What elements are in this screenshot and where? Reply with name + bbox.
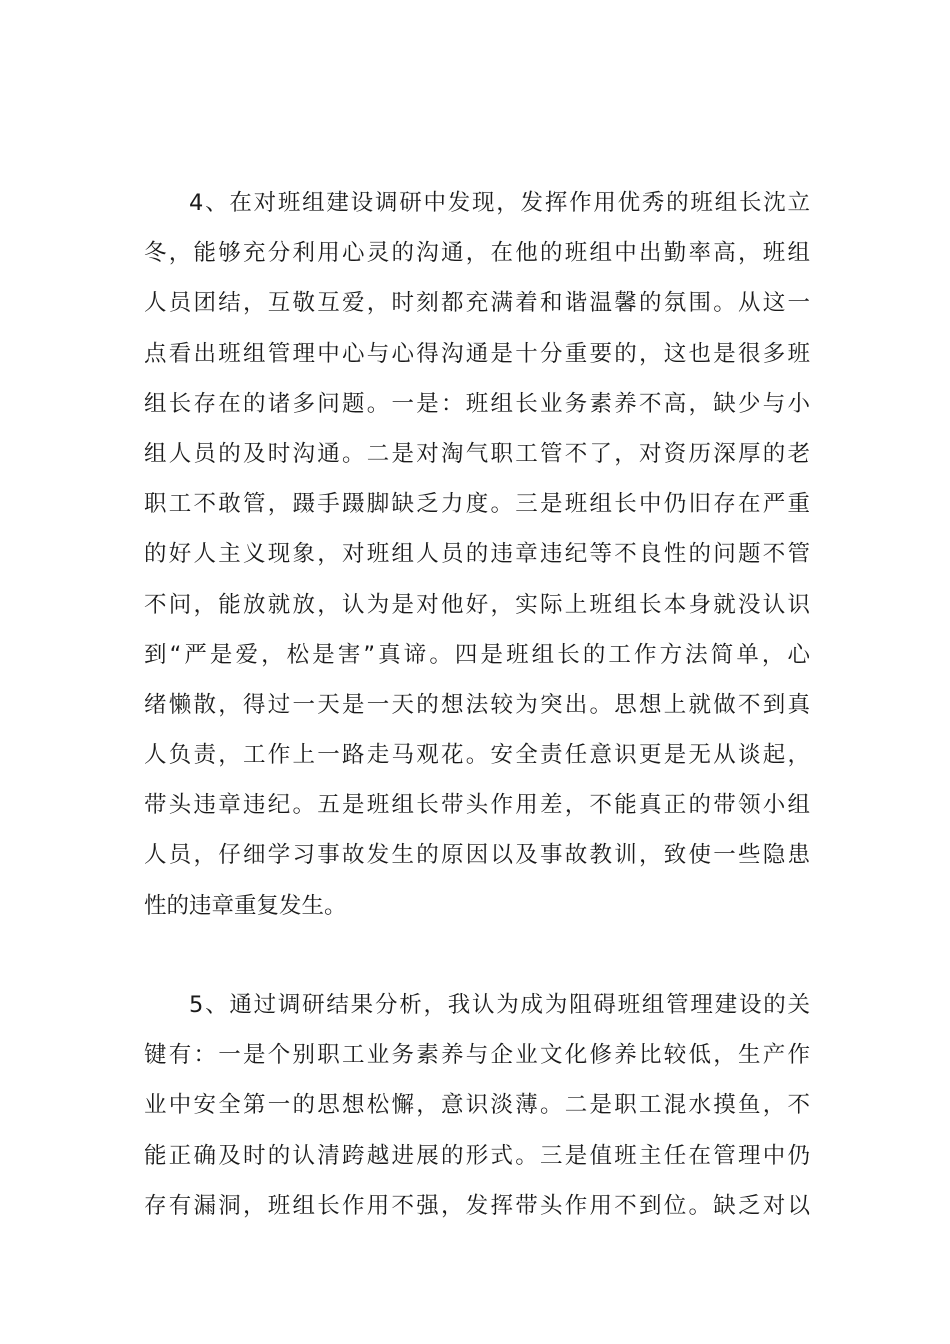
paragraph-line: 人负责，工作上一路走马观花。安全责任意识更是无从谈起， xyxy=(144,742,810,769)
paragraph-line: 人员团结，互敬互爱，时刻都充满着和谐温馨的氛围。从这一 xyxy=(144,290,810,317)
paragraph-line: 能正确及时的认清跨越进展的形式。三是值班主任在管理中仍 xyxy=(144,1142,810,1169)
paragraph-line: 组人员的及时沟通。二是对淘气职工管不了，对资历深厚的老 xyxy=(144,440,810,467)
paragraph-line: 职工不敢管，蹑手蹑脚缺乏力度。三是班组长中仍旧存在严重 xyxy=(144,491,810,518)
paragraph-line: 冬，能够充分利用心灵的沟通，在他的班组中出勤率高，班组 xyxy=(144,240,810,267)
paragraph-line: 4、在对班组建设调研中发现，发挥作用优秀的班组长沈立 xyxy=(189,190,810,216)
paragraph-line: 到“严是爱，松是害”真谛。四是班组长的工作方法简单，心 xyxy=(144,641,810,668)
paragraph-line: 带头违章违纪。五是班组长带头作用差，不能真正的带领小组 xyxy=(144,792,810,819)
paragraph-line: 的好人主义现象，对班组人员的违章违纪等不良性的问题不管 xyxy=(144,541,810,568)
paragraph-line: 业中安全第一的思想松懈，意识淡薄。二是职工混水摸鱼，不 xyxy=(144,1092,810,1119)
paragraph-5 xyxy=(144,980,810,1231)
paragraph-line: 组长存在的诸多问题。一是：班组长业务素养不高，缺少与小 xyxy=(144,390,810,417)
paragraph-line: 5、通过调研结果分析，我认为成为阻碍班组管理建设的关 xyxy=(189,992,810,1018)
paragraph-4 xyxy=(144,178,810,931)
paragraph-line: 键有：一是个别职工业务素养与企业文化修养比较低，生产作 xyxy=(144,1042,810,1069)
paragraph-line: 点看出班组管理中心与心得沟通是十分重要的，这也是很多班 xyxy=(144,340,810,367)
paragraph-line: 绪懒散，得过一天是一天的想法较为突出。思想上就做不到真 xyxy=(144,691,810,718)
paragraph-line: 人员，仔细学习事故发生的原因以及事故教训，致使一些隐患 xyxy=(144,842,810,869)
paragraph-line: 存有漏洞，班组长作用不强，发挥带头作用不到位。缺乏对以 xyxy=(144,1192,810,1219)
paragraph-line: 性的违章重复发生。 xyxy=(144,892,347,919)
paragraph-line: 不问，能放就放，认为是对他好，实际上班组长本身就没认识 xyxy=(144,591,810,618)
